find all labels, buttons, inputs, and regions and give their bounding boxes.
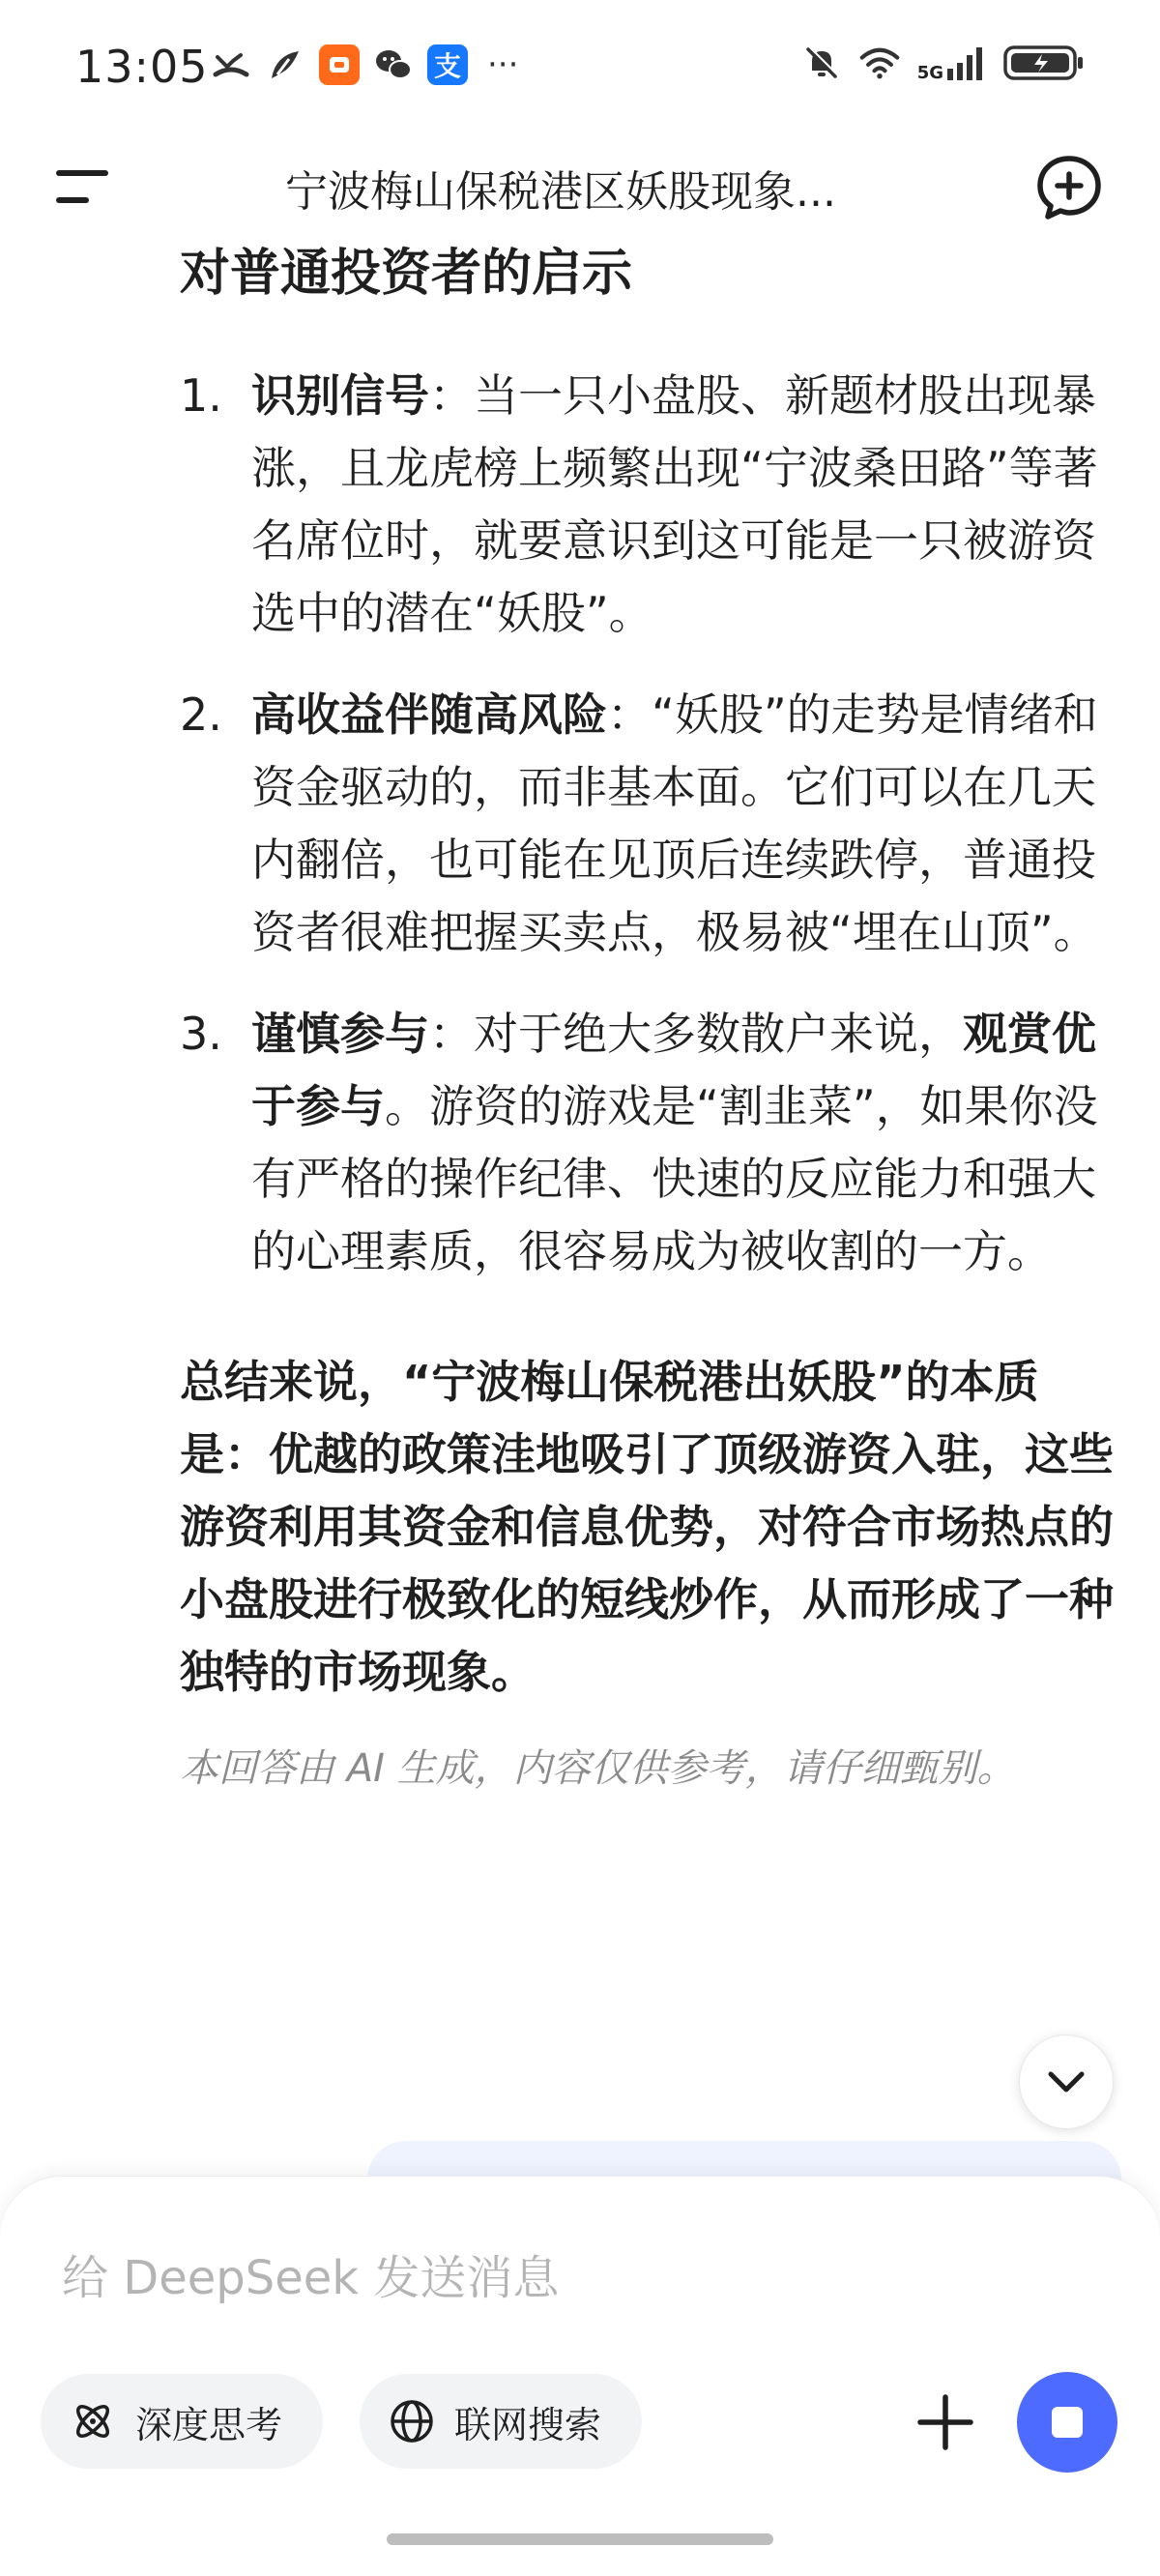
globe-icon xyxy=(389,2398,435,2444)
composer xyxy=(0,2176,1160,2576)
section-heading: 对普通投资者的启示 xyxy=(180,245,633,303)
chat-title[interactable]: 宁波梅山保税港区妖股现象... xyxy=(285,167,836,217)
orange-app-icon xyxy=(319,44,360,85)
list-item-text: 谨慎参与：对于绝大多数散户来说，观赏优于参与。游资的游戏是“割韭菜”，如果你没有严格的操作纪律、快速的反应能力和强大的心理素质，很容易成为被收割的一方。 xyxy=(251,1008,1098,1277)
deep-think-label: 深度思考 xyxy=(135,2403,283,2446)
list-item-bold: 识别信号 xyxy=(251,369,429,422)
list-number: 3. xyxy=(180,1008,222,1060)
deep-think-toggle[interactable] xyxy=(41,2374,323,2469)
list-item-bold: 高收益伴随高风险 xyxy=(251,688,607,741)
wifi-icon xyxy=(859,43,900,83)
list-item-text: 高收益伴随高风险：“妖股”的走势是情绪和资金驱动的，而非基本面。它们可以在几天内翻倍，也可能在见顶后连续跌停，普通投资者很难把握买卖点，极易被“埋在山顶”。 xyxy=(251,688,1098,958)
ai-response xyxy=(180,240,1117,1800)
bird-app-icon xyxy=(265,44,305,85)
chevron-down-icon xyxy=(1047,2070,1086,2093)
signal-icon: 5G xyxy=(917,44,986,82)
list-number: 1. xyxy=(180,369,222,422)
missed-call-icon xyxy=(211,44,251,85)
summary-paragraph: 总结来说，“宁波梅山保税港出妖股”的本质是：优越的政策洼地吸引了顶级游资入驻，这些游资利用其资金和信息优势，对符合市场热点的小盘股进行极致化的短线炒作，从而形成了一种独特的市场现象。 xyxy=(180,1356,1114,1698)
system-icons xyxy=(801,43,1085,83)
list-item xyxy=(180,998,1117,1288)
atom-icon xyxy=(70,2398,116,2444)
chat-header xyxy=(0,143,1160,230)
scroll-to-bottom-button[interactable] xyxy=(1019,2034,1114,2129)
web-search-label: 联网搜索 xyxy=(454,2403,602,2446)
list-item xyxy=(180,360,1117,650)
web-search-toggle[interactable] xyxy=(360,2374,642,2469)
home-indicator[interactable] xyxy=(387,2533,773,2545)
wechat-icon xyxy=(373,44,414,85)
plus-icon xyxy=(914,2391,976,2453)
ai-disclaimer: 本回答由 AI 生成，内容仅供参考，请仔细甄别。 xyxy=(180,1746,1016,1791)
more-notifications-icon: ··· xyxy=(487,45,519,84)
add-attachment-button[interactable] xyxy=(914,2391,976,2453)
menu-icon[interactable] xyxy=(56,164,114,207)
new-chat-icon[interactable] xyxy=(1034,153,1104,222)
notification-icons xyxy=(211,44,518,85)
list-number: 2. xyxy=(180,688,222,741)
alipay-icon: 支 xyxy=(427,44,468,85)
message-input[interactable] xyxy=(62,2244,1087,2312)
mute-bell-icon xyxy=(801,43,842,83)
stop-icon xyxy=(1052,2407,1083,2438)
status-bar xyxy=(0,0,1160,135)
battery-icon xyxy=(1003,43,1085,83)
stop-generation-button[interactable] xyxy=(1017,2372,1117,2473)
list-item-bold: 观赏优于参与 xyxy=(251,1008,1096,1132)
list-item xyxy=(180,679,1117,969)
list-item-bold: 谨慎参与 xyxy=(251,1008,429,1060)
list-item-text: 识别信号：当一只小盘股、新题材股出现暴涨，且龙虎榜上频繁出现“宁波桑田路”等著名席位时，就要意识到这可能是一只被游资选中的潜在“妖股”。 xyxy=(251,369,1098,639)
advice-list xyxy=(180,360,1117,1288)
status-time: 13:05 xyxy=(75,41,209,93)
